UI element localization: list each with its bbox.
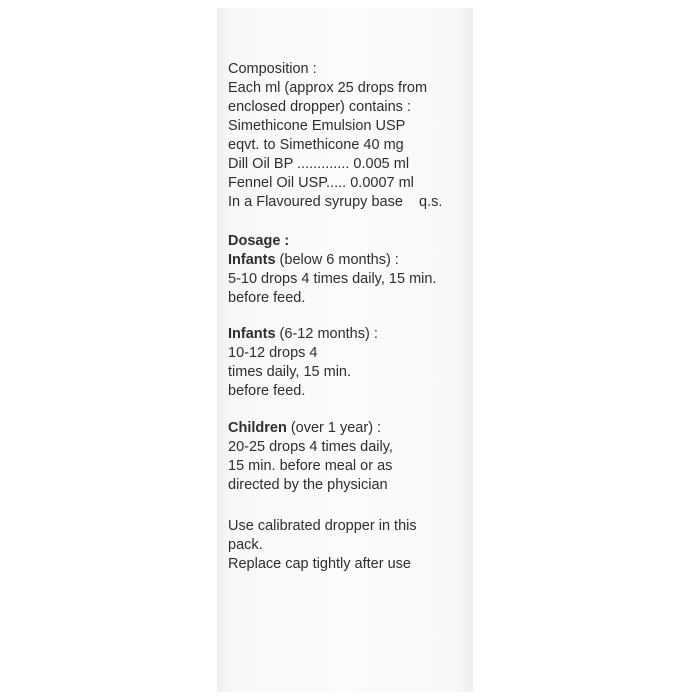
composition-line: enclosed dropper) contains : <box>228 99 411 115</box>
children-heading <box>228 419 381 438</box>
dosage-line: 10-12 drops 4 <box>228 345 318 361</box>
composition-line: In a Flavoured syrupy base q.s. <box>228 194 443 210</box>
infants-6-12-heading <box>228 325 378 344</box>
children-label: Children <box>228 420 287 436</box>
instruction-line: Replace cap tightly after use <box>228 556 411 572</box>
dosage-line: times daily, 15 min. <box>228 364 352 380</box>
children-qualifier: (over 1 year) : <box>286 420 382 436</box>
infants-qualifier: (below 6 months) : <box>275 252 399 268</box>
composition-line: Fennel Oil USP..... 0.0007 ml <box>228 175 414 191</box>
dosage-heading: Dosage : <box>228 233 290 249</box>
composition-line: Each ml (approx 25 drops from <box>228 80 428 96</box>
infants-label: Infants <box>228 326 276 342</box>
infants-below-6-heading <box>228 251 399 270</box>
dosage-line: before feed. <box>228 290 306 306</box>
instruction-line: pack. <box>228 537 263 553</box>
infants-label: Infants <box>228 252 276 268</box>
composition-line: Simethicone Emulsion USP <box>228 118 406 134</box>
dosage-line: 20-25 drops 4 times daily, <box>228 439 393 455</box>
dosage-line: before feed. <box>228 383 306 399</box>
dosage-line: 15 min. before meal or as <box>228 458 393 474</box>
dosage-line: 5-10 drops 4 times daily, 15 min. <box>228 271 437 287</box>
infants-qualifier: (6-12 months) : <box>275 326 378 342</box>
composition-line: eqvt. to Simethicone 40 mg <box>228 137 404 153</box>
instruction-line: Use calibrated dropper in this <box>228 518 417 534</box>
composition-heading: Composition : <box>228 61 317 77</box>
composition-line: Dill Oil BP ............. 0.005 ml <box>228 156 410 172</box>
dosage-line: directed by the physician <box>228 477 388 493</box>
